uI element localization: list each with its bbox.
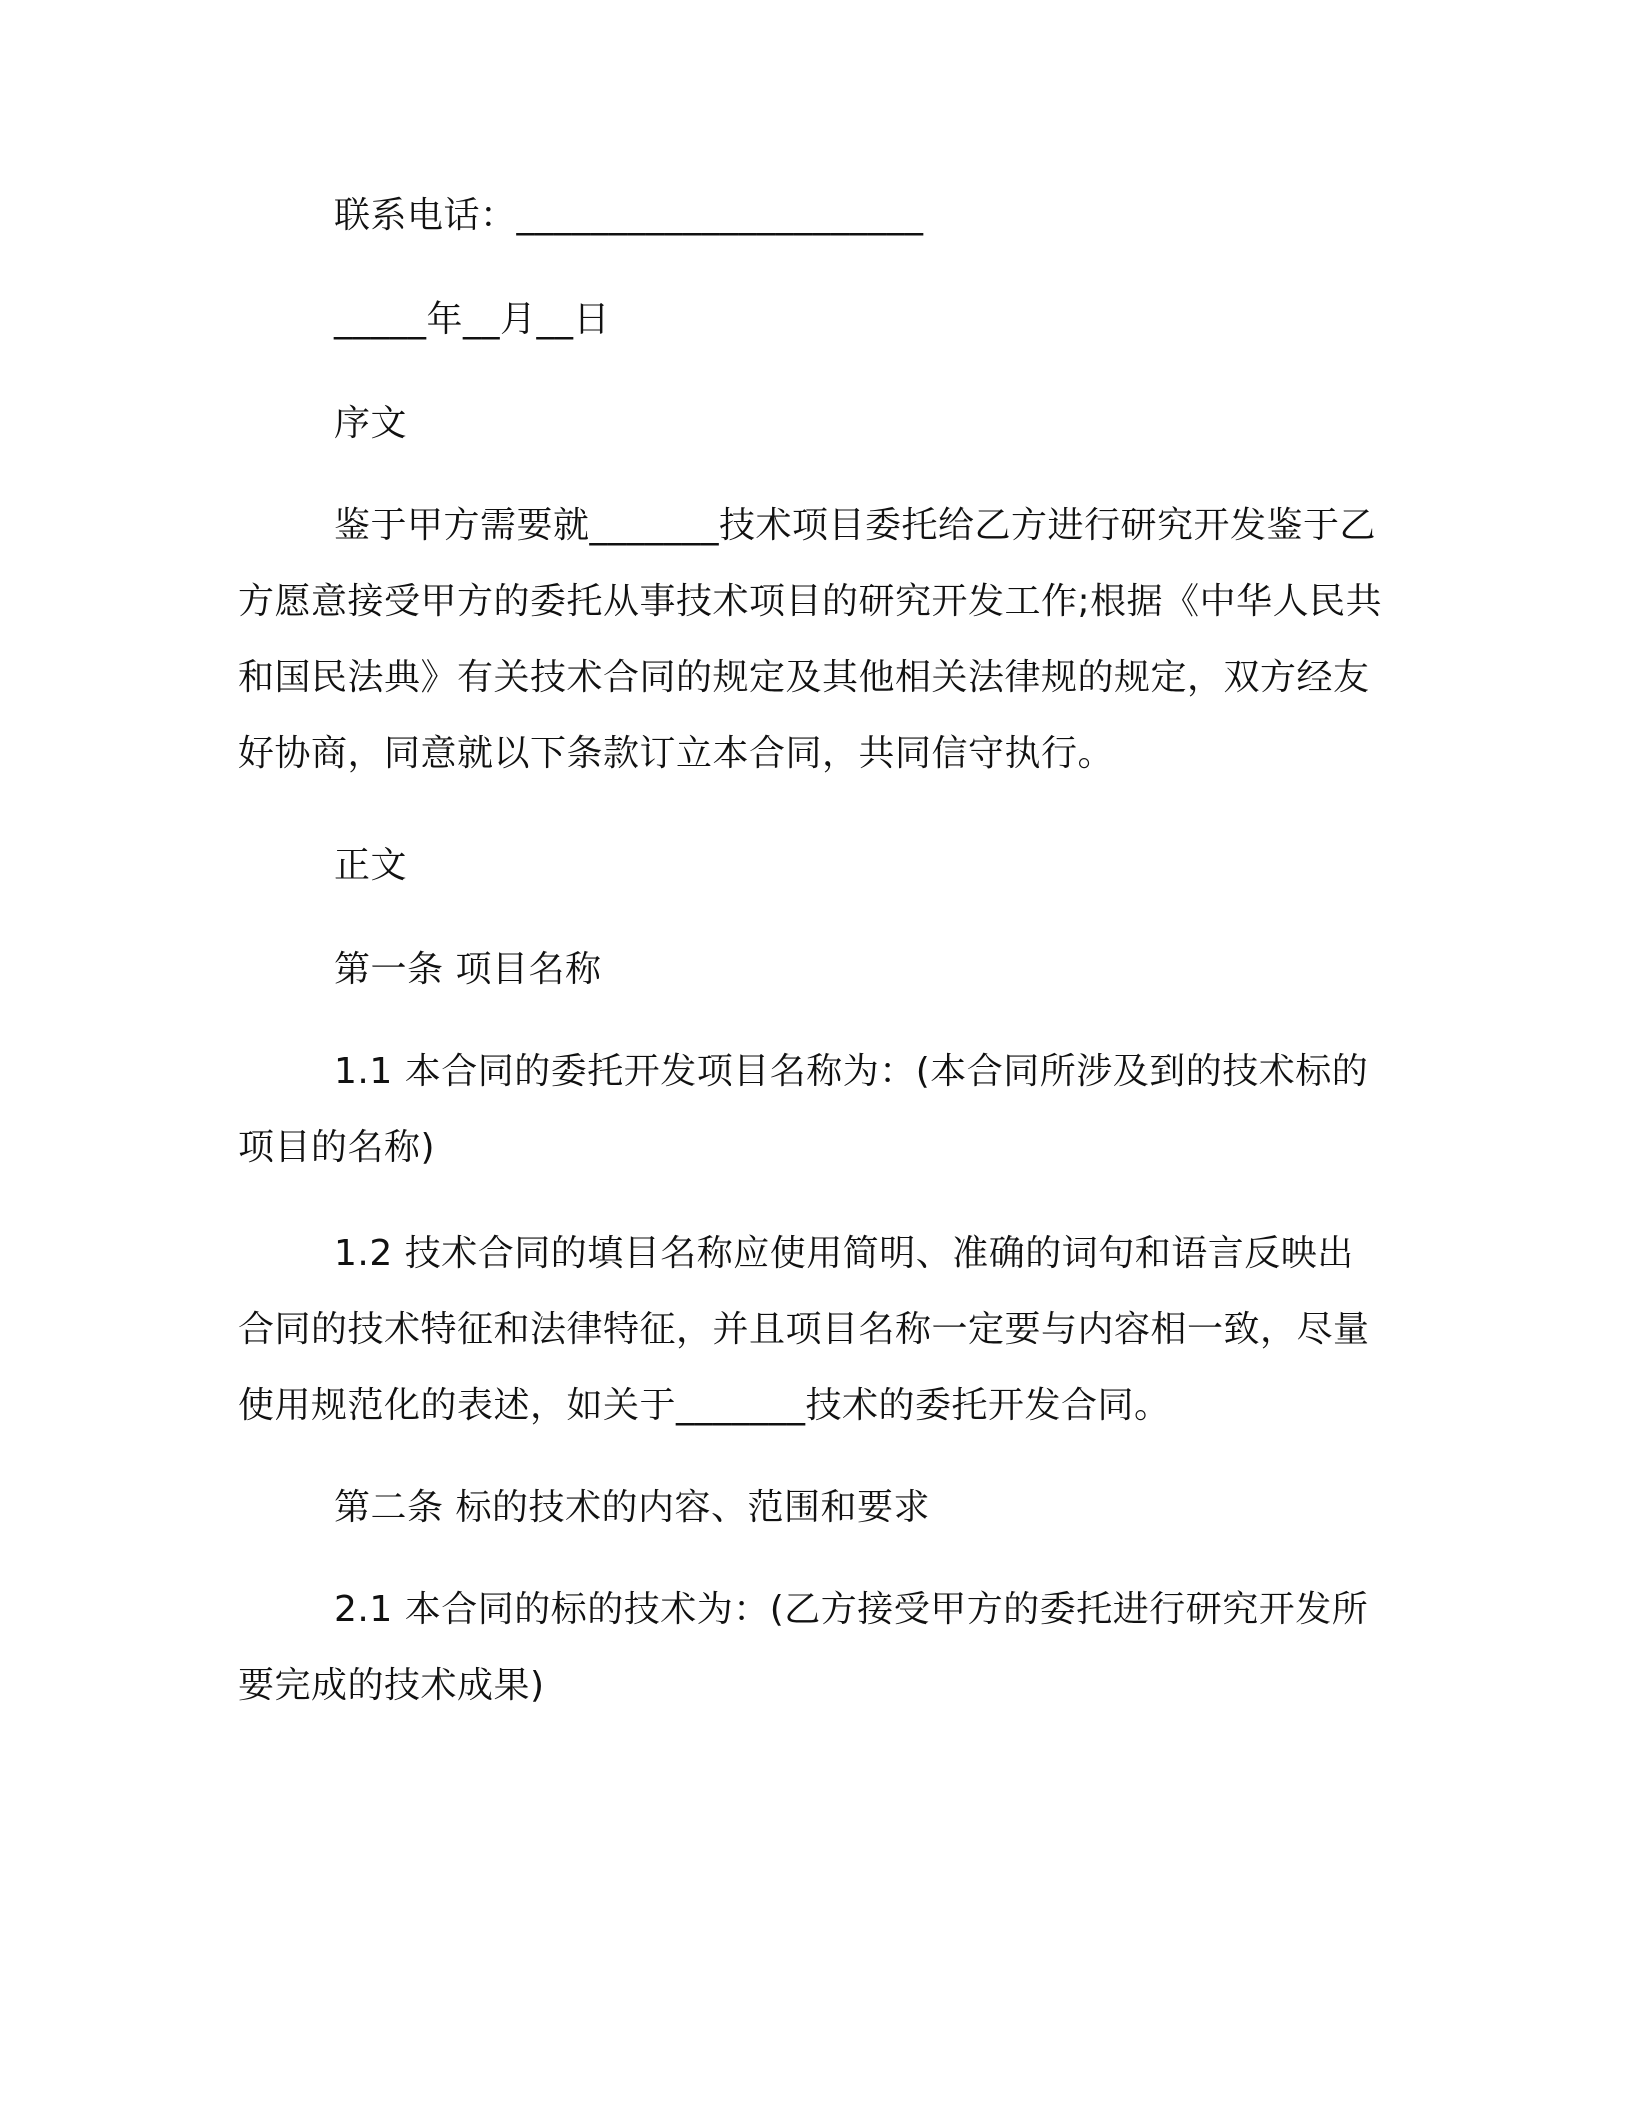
body-heading: 正文 [334,845,408,886]
contact-phone-line: 联系电话：______________________ [334,195,924,236]
date-line: _____年__月__日 [334,299,611,340]
preamble-paragraph: 鉴于甲方需要就_______技术项目委托给乙方进行研究开发鉴于乙方愿意接受甲方的委托从事技术项目的研究开发工作;根据《中华人民共和国民法典》有关技术合同的规定及其他相关法律规的规定，双方经友好协商，同意就以下条款订立本合同，共同信守执行。 [238,505,1383,774]
preamble-heading: 序文 [334,403,408,444]
article-1-heading: 第一条 项目名称 [334,949,602,990]
article-2-heading: 第二条 标的技术的内容、范围和要求 [334,1487,930,1528]
clause-1-2: 1.2 技术合同的填目名称应使用简明、准确的词句和语言反映出合同的技术特征和法律特征，并且项目名称一定要与内容相一致，尽量使用规范化的表述，如关于_______技术的委托开发合同。 [238,1233,1370,1426]
clause-1-1: 1.1 本合同的委托开发项目名称为：(本合同所涉及到的技术标的项目的名称) [238,1051,1369,1168]
clause-2-1: 2.1 本合同的标的技术为：(乙方接受甲方的委托进行研究开发所要完成的技术成果) [238,1589,1369,1706]
